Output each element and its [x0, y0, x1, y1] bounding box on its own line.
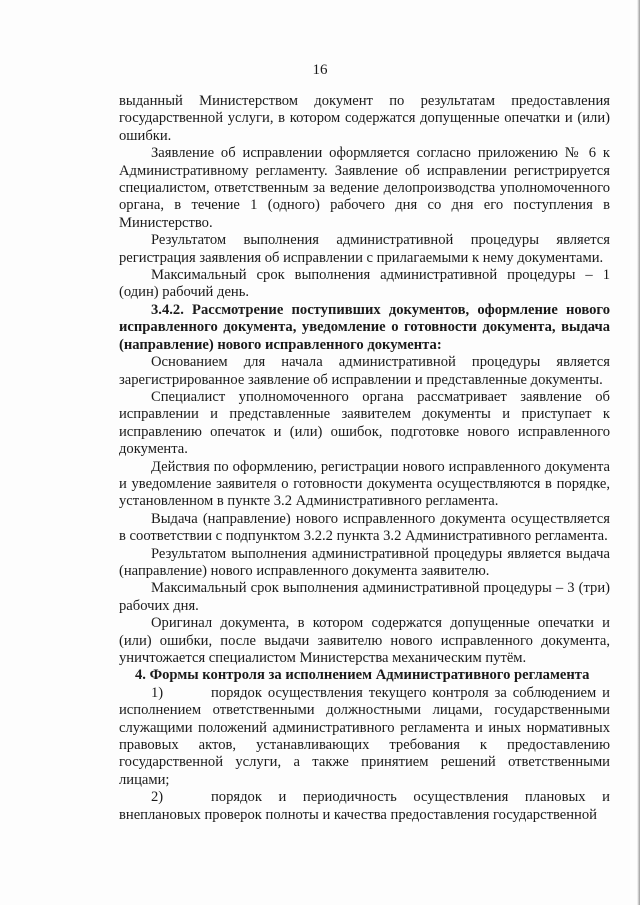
section-heading: 4. Формы контроля за исполнением Административного регламента — [135, 667, 590, 684]
paragraph: Максимальный срок выполнения административной процедуры – 1 (один) рабочий день. — [119, 267, 610, 301]
paragraph: Результатом выполнения административной процедуры является выдача (направление) нового исправленного документа заявителю. — [119, 545, 610, 579]
list-item — [119, 685, 610, 789]
paragraph: выданный Министерством документ по результатам предоставления государственной услуги, в котором содержатся допущенные опечатки и (или) ошибки. — [119, 93, 610, 144]
paragraph: Результатом выполнения административной процедуры является регистрация заявления об исправлении с прилагаемыми к нему документами. — [119, 232, 610, 266]
paragraph: Заявление об исправлении оформляется согласно приложению № 6 к Административному регламенту. Заявление об исправлении регистрируется специалистом, ответственным за ведение делопроизводства уполномоченного органа, в течение 1 (одного) рабочего дня со дня его поступления в Министерство. — [119, 145, 610, 231]
document-body — [119, 93, 610, 824]
paragraph: Действия по оформлению, регистрации нового исправленного документа и уведомление заявителя о готовности документа осуществляются в порядке, установленном в пункте 3.2 Административного регламента. — [119, 458, 610, 510]
paragraph: Максимальный срок выполнения административной процедуры – 3 (три) рабочих дня. — [119, 580, 610, 614]
list-item-number: 2) — [151, 789, 164, 806]
subsection-heading: 3.4.2. Рассмотрение поступивших документов, оформление нового исправленного документа, уведомление о готовности документа, выдача (направление) нового исправленного документа: — [119, 301, 610, 353]
page-number: 16 — [312, 62, 328, 78]
paragraph: Выдача (направление) нового исправленного документа осуществляется в соответствии с подпунктом 3.2.2 пункта 3.2 Административного регламента. — [119, 510, 610, 545]
paragraph: Оригинал документа, в котором содержатся допущенные опечатки и (или) ошибки, после выдачи заявителю нового исправленного документа, уничтожается специалистом Министерства механическим путём. — [119, 615, 610, 666]
list-item-text: порядок и периодичность осуществления плановых и внеплановых проверок полноты и качества предоставления государственной — [119, 789, 610, 823]
paragraph: Основанием для начала административной процедуры является зарегистрированное заявление об исправлении и представленные документы. — [119, 354, 610, 388]
list-item — [119, 789, 610, 824]
list-item-number: 1) — [151, 684, 164, 701]
list-item-text: порядок осуществления текущего контроля за соблюдением и исполнением ответственными должностными лицами, государственными служащими положений административного регламента и иных нормативных правовых актов, устанавливающих требования к предоставлению государственной услуги, а также принятием решений ответственными лицами; — [119, 684, 610, 788]
paragraph: Специалист уполномоченного органа рассматривает заявление об исправлении и представленные заявителем документы и приступает к исправлению опечаток и (или) ошибок, подготовке нового исправленного документа. — [119, 388, 610, 458]
